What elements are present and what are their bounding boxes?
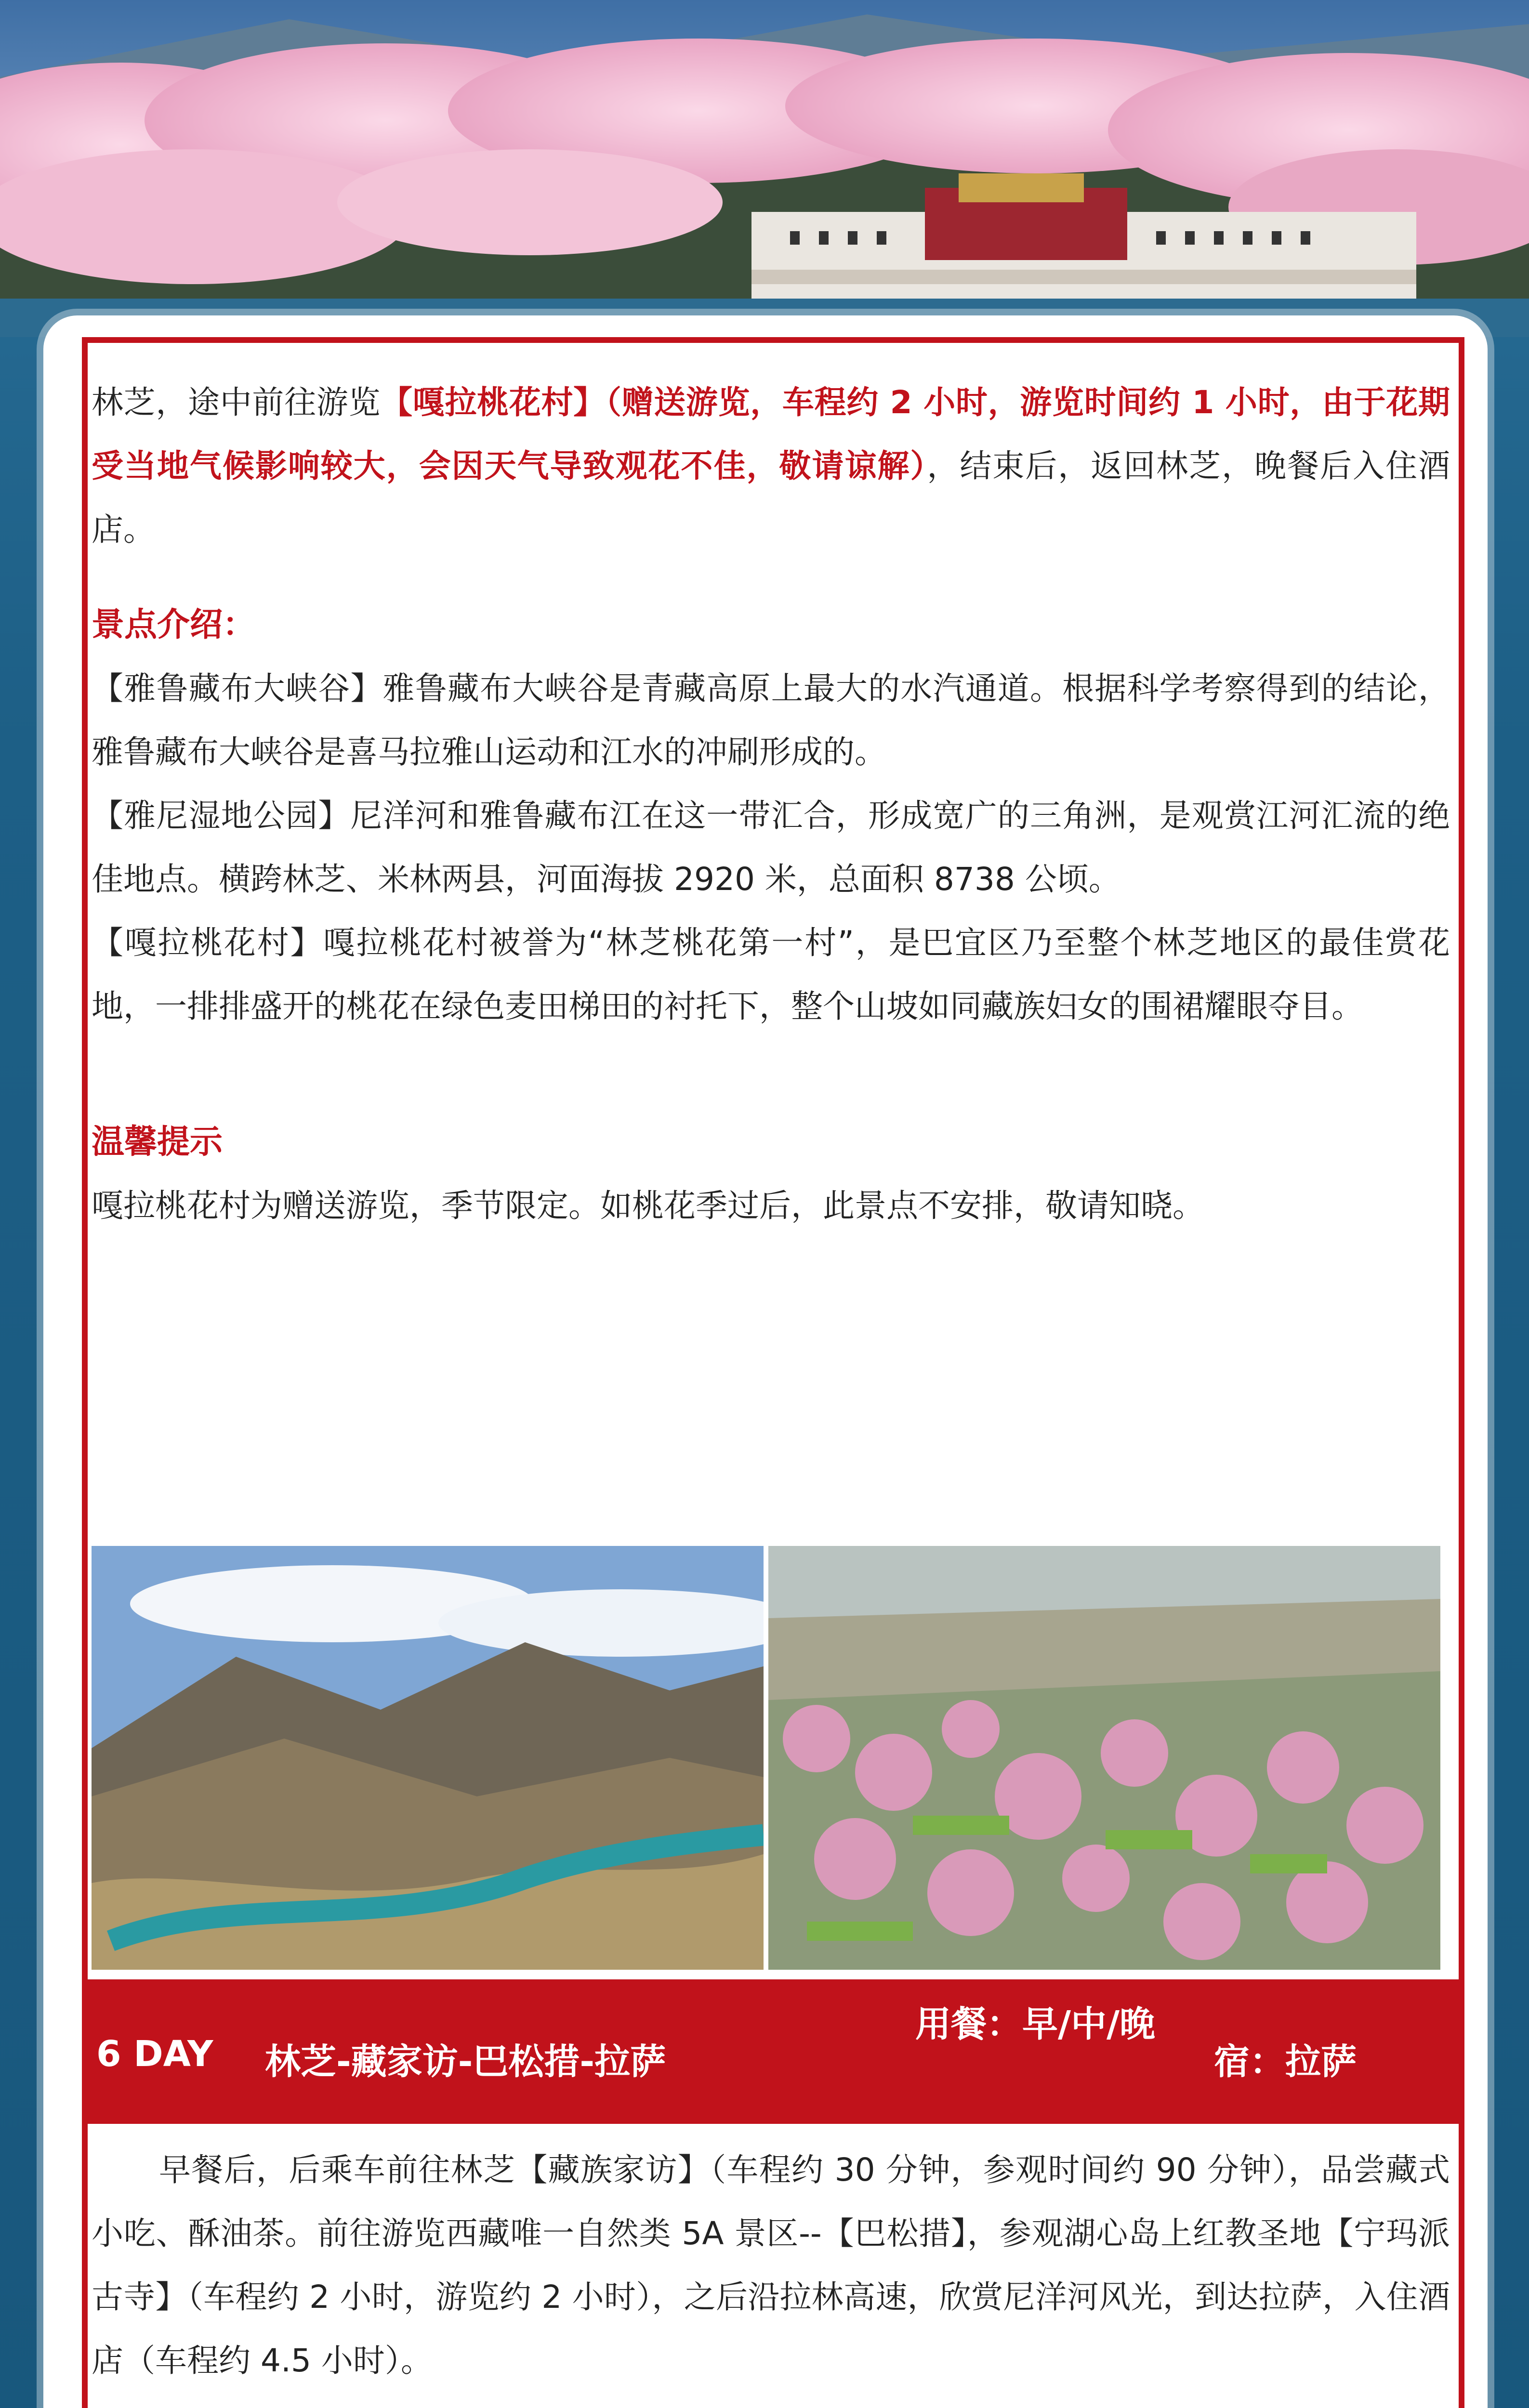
day-meals: 用餐：早/中/晚 (915, 2003, 1156, 2045)
day-stay: 宿：拉萨 (1214, 2041, 1357, 2082)
day6-header (82, 1979, 1464, 2124)
intro-paragraph: 林芝，途中前往游览【嘎拉桃花村】（赠送游览，车程约 2 小时，游览时间约 1 小时，由于花期受当地气候影响较大，会因天气导致观花不佳，敬请谅解），结束后，返回林芝，晚餐后入住酒店。 (92, 384, 1450, 548)
tips-heading: 温馨提示 (92, 1123, 223, 1161)
day-route: 林芝-藏家访-巴松措-拉萨 (265, 2041, 666, 2082)
header-photo (0, 0, 1529, 337)
tips-text: 嘎拉桃花村为赠送游览，季节限定。如桃花季过后，此景点不安排，敬请知晓。 (92, 1187, 1204, 1224)
spots-heading: 景点介绍： (92, 606, 256, 644)
photo-row (92, 1546, 1440, 1970)
canyon-photo (92, 1546, 764, 1970)
day-number: 6 DAY (96, 2033, 213, 2075)
day6-section (92, 2138, 1450, 2393)
peach-village-photo (768, 1546, 1440, 1970)
day5-section (92, 371, 1450, 1238)
spot-item: 【嘎拉桃花村】嘎拉桃花村被誉为“林芝桃花第一村”，是巴宜区乃至整个林芝地区的最佳赏花地，一排排盛开的桃花在绿色麦田梯田的衬托下，整个山坡如同藏族妇女的围裙耀眼夺目。 (92, 924, 1450, 1025)
spot-item: 【雅鲁藏布大峡谷】雅鲁藏布大峡谷是青藏高原上最大的水汽通道。根据科学考察得到的结论，雅鲁藏布大峡谷是喜马拉雅山运动和江水的冲刷形成的。 (92, 670, 1450, 771)
day6-description: 早餐后，后乘车前往林芝【藏族家访】（车程约 30 分钟，参观时间约 90 分钟），品尝藏式小吃、酥油茶。前往游览西藏唯一自然类 5A 景区--【巴松措】，参观湖心岛上红教圣地【宁玛派古寺】（车程约 2 小时，游览约 2 小时），之后沿拉林高速，欣赏尼洋河风光，到达拉萨，入住酒店（车程约 4.5 小时）。 (92, 2151, 1450, 2379)
spot-item: 【雅尼湿地公园】尼洋河和雅鲁藏布江在这一带汇合，形成宽广的三角洲，是观赏江河汇流的绝佳地点。横跨林芝、米林两县，河面海拔 2920 米，总面积 8738 公顷。 (92, 797, 1450, 898)
